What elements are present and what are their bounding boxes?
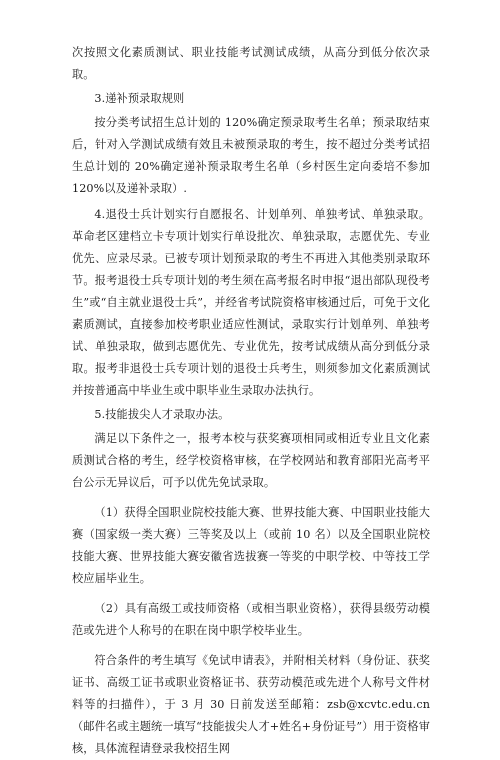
paragraph-veteran-plan: 4.退役士兵计划实行自愿报名、计划单列、单独考试、单独录取。革命老区建档立卡专项计划实行单设批次、单独录取，志愿优先、专业优先、应录尽录。已被专项计划预录取的考生不再进入其他类别录取环节。报考退役士兵专项计划的考生须在高考报名时申报“退出部队现役考生”或“自主就业退役士兵”，并经省考试院资格审核通过后，可免于文化素质测试，直接参加校考职业适应性测试，录取实行计划单列、单独考试、单独录取，做到志愿优先、专业优先，按考试成绩从高分到低分录取。报考非退役士兵专项计划的退役士兵考生，则须参加文化素质测试并按普通高中毕业生或中职毕业生录取办法执行。 — [72, 208, 430, 397]
paragraph-continuation: 次按照文化素质测试、职业技能考试测试成绩，从高分到低分依次录取。 — [72, 46, 430, 81]
paragraph-talent-conditions: 满足以下条件之一，报考本校与获奖赛项相同或相近专业且文化素质测试合格的考生，经学校资格审核，在学校网站和教育部阳光高考平台公示无异议后，可予以优先免试录取。 — [72, 432, 430, 489]
section-heading-supplementary-admission: 3.递补预录取规则 — [94, 92, 185, 105]
paragraph-supplementary-admission: 按分类考试招生总计划的 120%确定预录取考生名单；预录取结束后，针对入学测试成绩有效且未被预录取的考生，按不超过分类考试招生总计划的 20%确定递补预录取考生名单（乡村医生定向委培不参加 120%以及递补录取）. — [72, 116, 430, 195]
paragraph-condition-2: （2）具有高级工或技师资格（或相当职业资格），获得县级劳动模范或先进个人称号的在职在岗中职学校毕业生。 — [72, 602, 430, 637]
paragraph-application-procedure: 符合条件的考生填写《免试申请表》，并附相关材料（身份证、获奖证书、高级工证书或职业资格证书、获劳动模范或先进个人称号文件材料等的扫描件），于 3 月 30 日前发送至邮箱：zsb@xcvtc.edu.cn（邮件名或主题统一填写“技能拔尖人才+姓名+身份证号”）用于资格审核，具体流程请登录我校招生网 — [72, 654, 430, 755]
paragraph-condition-1: （1）获得全国职业院校技能大赛、世界技能大赛、中国职业技能大赛（国家级一类大赛）三等奖及以上（或前 10 名）以及全国职业院校技能大赛、世界技能大赛安徽省选拔赛一等奖的中职学校、中等技工学校应届毕业生。 — [72, 506, 430, 585]
section-heading-talent-admission: 5.技能拔尖人才录取办法。 — [94, 408, 230, 421]
